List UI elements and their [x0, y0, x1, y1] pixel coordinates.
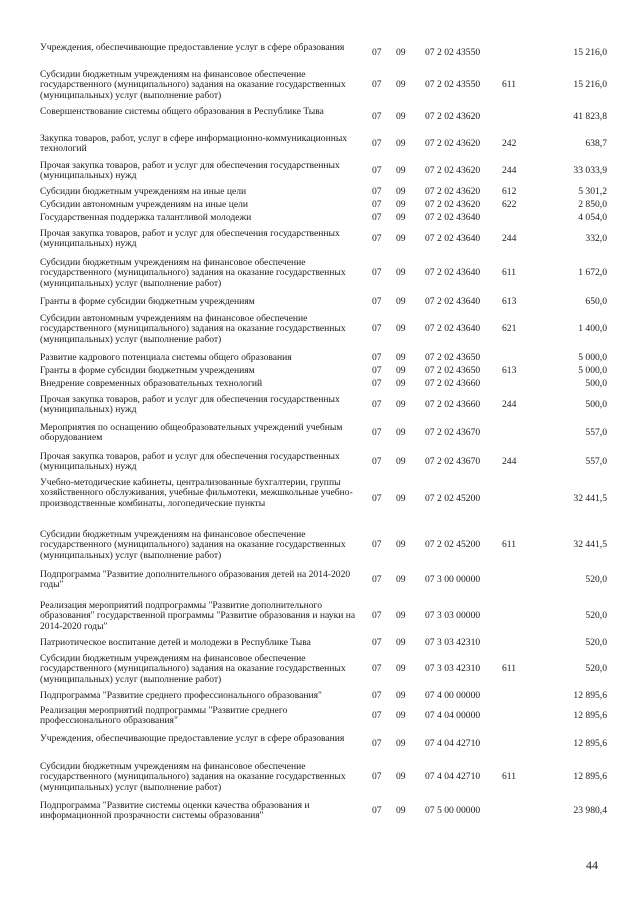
row-amount: 1 672,0	[578, 267, 607, 278]
row-subsection: 09	[396, 710, 406, 721]
row-amount: 41 823,8	[573, 111, 607, 122]
row-target-code: 07 2 02 43670	[425, 427, 481, 438]
row-description: Гранты в форме субсидии бюджетным учреждениям	[40, 365, 255, 376]
row-amount: 5 000,0	[578, 352, 607, 363]
row-description: Патриотическое воспитание детей и молодежи в Республике Тыва	[40, 637, 311, 648]
row-amount: 4 054,0	[578, 212, 607, 223]
row-target-code: 07 2 02 43640	[425, 267, 481, 278]
row-section: 07	[372, 352, 382, 363]
row-description: Субсидии бюджетным учреждениям на финансовое обеспечение государственного (муниципального) задания на оказание государственных (муниципальных) услуг (выполнение работ)	[40, 653, 346, 685]
row-section: 07	[372, 296, 382, 307]
row-description: Подпрограмма "Развитие среднего профессионального образования"	[40, 690, 322, 701]
row-expense-type: 244	[502, 233, 517, 244]
row-expense-type: 622	[502, 199, 517, 210]
row-subsection: 09	[396, 610, 406, 621]
row-amount: 23 980,4	[573, 805, 607, 816]
row-amount: 12 895,6	[573, 738, 607, 749]
row-subsection: 09	[396, 738, 406, 749]
row-amount: 32 441,5	[573, 539, 607, 550]
row-subsection: 09	[396, 111, 406, 122]
row-expense-type: 242	[502, 138, 517, 149]
row-amount: 15 216,0	[573, 47, 607, 58]
row-target-code: 07 4 00 00000	[425, 690, 481, 701]
row-target-code: 07 2 02 43640	[425, 296, 481, 307]
row-target-code: 07 3 03 42310	[425, 663, 481, 674]
row-description: Субсидии бюджетным учреждениям на финансовое обеспечение государственного (муниципального) задания на оказание государственных (муниципальных) услуг (выполнение работ)	[40, 529, 346, 561]
row-section: 07	[372, 690, 382, 701]
row-subsection: 09	[396, 637, 406, 648]
row-subsection: 09	[396, 493, 406, 504]
row-subsection: 09	[396, 427, 406, 438]
row-target-code: 07 3 00 00000	[425, 574, 481, 585]
row-section: 07	[372, 427, 382, 438]
row-section: 07	[372, 399, 382, 410]
row-subsection: 09	[396, 212, 406, 223]
row-subsection: 09	[396, 138, 406, 149]
row-description: Прочая закупка товаров, работ и услуг для обеспечения государственных (муниципальных) нужд	[40, 160, 340, 182]
row-expense-type: 621	[502, 323, 517, 334]
row-target-code: 07 3 03 42310	[425, 637, 481, 648]
row-target-code: 07 2 02 43620	[425, 111, 481, 122]
row-section: 07	[372, 805, 382, 816]
row-expense-type: 611	[502, 771, 517, 782]
row-description: Учебно-методические кабинеты, централизованные бухгалтерии, группы хозяйственного обслуживания, учебные фильмотеки, межшкольные учебно-производственные комбинаты, логопедические пункты	[40, 477, 353, 509]
row-section: 07	[372, 539, 382, 550]
row-description: Субсидии автономным учреждениям на иные цели	[40, 199, 249, 210]
row-target-code: 07 2 02 43640	[425, 212, 481, 223]
row-section: 07	[372, 456, 382, 467]
row-section: 07	[372, 212, 382, 223]
row-target-code: 07 2 02 43640	[425, 233, 481, 244]
row-subsection: 09	[396, 771, 406, 782]
row-expense-type: 611	[502, 539, 517, 550]
row-target-code: 07 2 02 43660	[425, 378, 481, 389]
row-description: Реализация мероприятий подпрограммы "Развитие дополнительного образования" государственной программы "Развитие образования и науки на 2014-2020 годы"	[40, 600, 356, 632]
row-amount: 557,0	[585, 427, 607, 438]
row-section: 07	[372, 771, 382, 782]
row-section: 07	[372, 710, 382, 721]
row-subsection: 09	[396, 233, 406, 244]
row-subsection: 09	[396, 663, 406, 674]
row-subsection: 09	[396, 267, 406, 278]
row-section: 07	[372, 574, 382, 585]
row-target-code: 07 2 02 43670	[425, 456, 481, 467]
row-target-code: 07 2 02 43640	[425, 323, 481, 334]
row-target-code: 07 2 02 43660	[425, 399, 481, 410]
row-amount: 12 895,6	[573, 771, 607, 782]
row-description: Прочая закупка товаров, работ и услуг для обеспечения государственных (муниципальных) нужд	[40, 394, 340, 416]
row-target-code: 07 2 02 43550	[425, 79, 481, 90]
row-description: Закупка товаров, работ, услуг в сфере информационно-коммуникационных технологий	[40, 133, 348, 155]
row-description: Государственная поддержка талантливой молодежи	[40, 212, 252, 223]
row-expense-type: 244	[502, 399, 517, 410]
row-description: Субсидии бюджетным учреждениям на финансовое обеспечение государственного (муниципального) задания на оказание государственных (муниципальных) услуг (выполнение работ)	[40, 69, 346, 101]
row-expense-type: 244	[502, 165, 517, 176]
row-amount: 332,0	[585, 233, 607, 244]
row-section: 07	[372, 378, 382, 389]
row-section: 07	[372, 663, 382, 674]
row-subsection: 09	[396, 323, 406, 334]
row-description: Реализация мероприятий подпрограммы "Развитие среднего профессионального образования"	[40, 705, 288, 727]
row-subsection: 09	[396, 186, 406, 197]
row-section: 07	[372, 323, 382, 334]
row-description: Прочая закупка товаров, работ и услуг для обеспечения государственных (муниципальных) нужд	[40, 228, 340, 250]
row-amount: 15 216,0	[573, 79, 607, 90]
row-section: 07	[372, 186, 382, 197]
row-subsection: 09	[396, 378, 406, 389]
row-section: 07	[372, 165, 382, 176]
row-section: 07	[372, 79, 382, 90]
row-description: Совершенствование системы общего образования в Республике Тыва	[40, 106, 324, 117]
row-section: 07	[372, 138, 382, 149]
row-target-code: 07 2 02 43620	[425, 199, 481, 210]
row-subsection: 09	[396, 199, 406, 210]
row-description: Учреждения, обеспечивающие предоставление услуг в сфере образования	[40, 42, 345, 53]
row-expense-type: 611	[502, 663, 517, 674]
row-target-code: 07 4 04 42710	[425, 771, 481, 782]
row-section: 07	[372, 47, 382, 58]
row-target-code: 07 4 04 42710	[425, 738, 481, 749]
row-subsection: 09	[396, 365, 406, 376]
row-description: Мероприятия по оснащению общеобразовательных учреждений учебным оборудованием	[40, 422, 343, 444]
row-expense-type: 613	[502, 296, 517, 307]
row-description: Гранты в форме субсидии бюджетным учреждениям	[40, 296, 255, 307]
row-expense-type: 613	[502, 365, 517, 376]
row-subsection: 09	[396, 690, 406, 701]
row-section: 07	[372, 111, 382, 122]
row-subsection: 09	[396, 352, 406, 363]
row-target-code: 07 2 02 43550	[425, 47, 481, 58]
row-section: 07	[372, 610, 382, 621]
row-subsection: 09	[396, 539, 406, 550]
row-description: Субсидии бюджетным учреждениям на финансовое обеспечение государственного (муниципального) задания на оказание государственных (муниципальных) услуг (выполнение работ)	[40, 257, 346, 289]
row-amount: 500,0	[585, 399, 607, 410]
row-target-code: 07 2 02 43650	[425, 352, 481, 363]
row-amount: 557,0	[585, 456, 607, 467]
row-description: Субсидии бюджетным учреждениям на иные цели	[40, 186, 247, 197]
row-amount: 12 895,6	[573, 690, 607, 701]
row-target-code: 07 2 02 43620	[425, 138, 481, 149]
row-section: 07	[372, 233, 382, 244]
row-target-code: 07 2 02 45200	[425, 539, 481, 550]
row-amount: 520,0	[585, 574, 607, 585]
row-section: 07	[372, 493, 382, 504]
row-subsection: 09	[396, 47, 406, 58]
row-target-code: 07 2 02 43620	[425, 186, 481, 197]
page-number: 44	[586, 858, 598, 872]
row-subsection: 09	[396, 296, 406, 307]
row-amount: 520,0	[585, 610, 607, 621]
row-section: 07	[372, 365, 382, 376]
row-description: Внедрение современных образовательных технологий	[40, 378, 263, 389]
row-amount: 33 033,9	[573, 165, 607, 176]
row-amount: 32 441,5	[573, 493, 607, 504]
row-target-code: 07 4 04 00000	[425, 710, 481, 721]
row-amount: 520,0	[585, 637, 607, 648]
row-section: 07	[372, 199, 382, 210]
row-subsection: 09	[396, 79, 406, 90]
row-amount: 650,0	[585, 296, 607, 307]
row-target-code: 07 2 02 43620	[425, 165, 481, 176]
row-subsection: 09	[396, 574, 406, 585]
row-target-code: 07 2 02 43650	[425, 365, 481, 376]
row-description: Подпрограмма "Развитие дополнительного образования детей на 2014-2020 годы"	[40, 569, 351, 591]
row-amount: 500,0	[585, 378, 607, 389]
row-description: Подпрограмма "Развитие системы оценки качества образования и информационной прозрачности системы образования"	[40, 800, 310, 822]
row-expense-type: 612	[502, 186, 517, 197]
row-description: Учреждения, обеспечивающие предоставление услуг в сфере образования	[40, 733, 345, 744]
row-amount: 638,7	[585, 138, 607, 149]
row-expense-type: 611	[502, 267, 517, 278]
row-target-code: 07 5 00 00000	[425, 805, 481, 816]
row-amount: 5 000,0	[578, 365, 607, 376]
row-expense-type: 611	[502, 79, 517, 90]
row-expense-type: 244	[502, 456, 517, 467]
row-amount: 12 895,6	[573, 710, 607, 721]
row-subsection: 09	[396, 165, 406, 176]
row-description: Субсидии автономным учреждениям на финансовое обеспечение государственного (муниципального) задания на оказание государственных (муниципальных) услуг (выполнение работ)	[40, 313, 346, 345]
row-section: 07	[372, 267, 382, 278]
row-subsection: 09	[396, 399, 406, 410]
row-description: Прочая закупка товаров, работ и услуг для обеспечения государственных (муниципальных) нужд	[40, 451, 340, 473]
row-subsection: 09	[396, 805, 406, 816]
row-amount: 2 850,0	[578, 199, 607, 210]
row-section: 07	[372, 738, 382, 749]
row-description: Развитие кадрового потенциала системы общего образования	[40, 352, 292, 363]
row-target-code: 07 2 02 45200	[425, 493, 481, 504]
row-target-code: 07 3 03 00000	[425, 610, 481, 621]
row-amount: 5 301,2	[578, 186, 607, 197]
row-amount: 520,0	[585, 663, 607, 674]
row-description: Субсидии бюджетным учреждениям на финансовое обеспечение государственного (муниципального) задания на оказание государственных (муниципальных) услуг (выполнение работ)	[40, 761, 346, 793]
row-subsection: 09	[396, 456, 406, 467]
row-section: 07	[372, 637, 382, 648]
row-amount: 1 400,0	[578, 323, 607, 334]
